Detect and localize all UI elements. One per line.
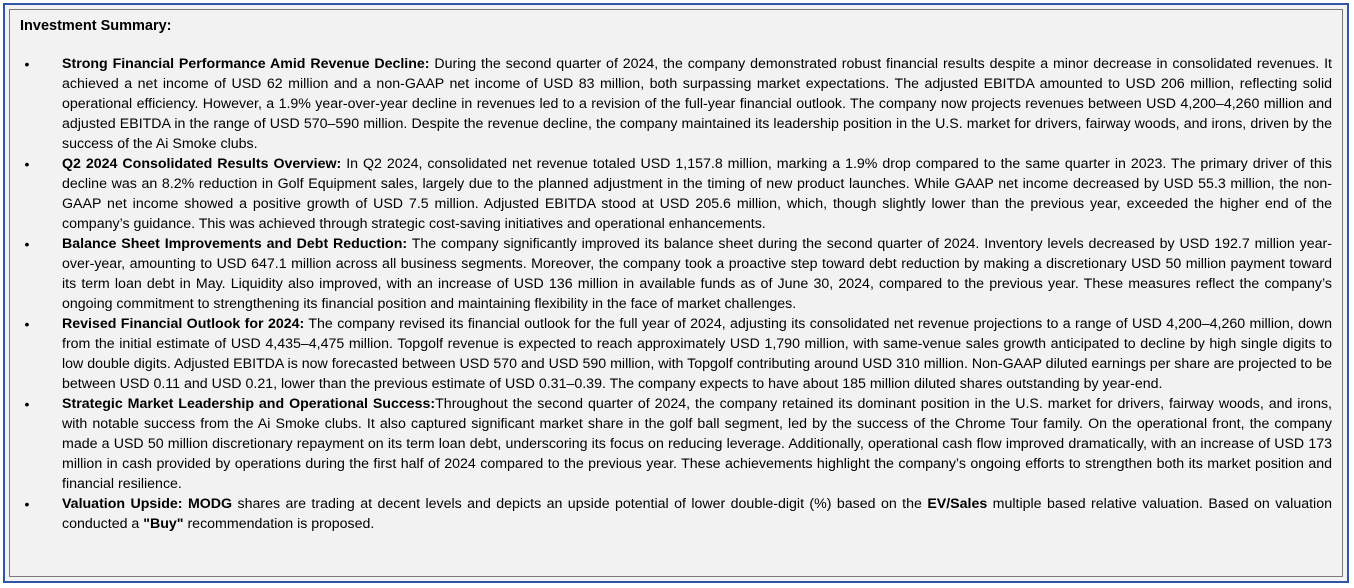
bullet-heading: Balance Sheet Improvements and Debt Reduction: bbox=[62, 236, 408, 252]
bullet-item-market-leadership bbox=[20, 394, 1332, 494]
bullet-heading: Strategic Market Leadership and Operational Success: bbox=[62, 396, 436, 412]
bullet-item-q2-results bbox=[20, 154, 1332, 234]
bullet-icon: • bbox=[24, 156, 30, 172]
summary-bullet-list bbox=[20, 54, 1332, 534]
bullet-text: In Q2 2024, consolidated net revenue totaled USD 1,157.8 million, marking a 1.9% drop compared to the same quarter in 2023. The primary driver of this decline was an 8.2% reduction in Golf Equipment sales, largely due to the planned adjustment in the timing of new product launches. While GAAP net income decreased by USD 55.3 million, the non-GAAP net income showed a positive growth of USD 7.5 million. Adjusted EBITDA stood at USD 205.6 million, which, though slightly lower than the previous year, exceeded the higher end of the company’s guidance. This was achieved through strategic cost-saving initiatives and operational enhancements. bbox=[62, 156, 1332, 232]
bullet-icon: • bbox=[24, 496, 30, 512]
bullet-heading: Q2 2024 Consolidated Results Overview: bbox=[62, 156, 342, 172]
bullet-item-financial-performance bbox=[20, 54, 1332, 154]
bullet-text: During the second quarter of 2024, the company demonstrated robust financial results despite a minor decrease in consolidated revenues. It achieved a net income of USD 62 million and a non-GAAP net income of USD 83 million, both surpassing market expectations. The adjusted EBITDA amounted to USD 206 million, reflecting solid operational efficiency. However, a 1.9% year-over-year decline in revenues led to a revision of the full-year financial outlook. The company now projects revenues between USD 4,200–4,260 million and adjusted EBITDA in the range of USD 570–590 million. Despite the revenue decline, the company maintained its leadership position in the U.S. market for drivers, fairway woods, and irons, driven by the success of the Ai Smoke clubs. bbox=[62, 56, 1332, 152]
bullet-text: recommendation is proposed. bbox=[183, 516, 375, 532]
summary-title: Investment Summary: bbox=[20, 18, 172, 34]
valuation-metric: EV/Sales bbox=[927, 496, 988, 512]
rating-label: "Buy" bbox=[143, 516, 184, 532]
bullet-text: The company significantly improved its balance sheet during the second quarter of 2024. Inventory levels decreased by USD 192.7 million year-over-year, amounting to USD 647.1 million across all business segments. Moreover, the company took a proactive step toward debt reduction by making a discretionary USD 50 million payment toward its term loan debt in May. Liquidity also improved, with an increase of USD 136 million in available funds as of June 30, 2024, compared to the previous year. These measures reflect the company’s ongoing commitment to strengthening its financial position and maintaining flexibility in the face of market challenges. bbox=[62, 236, 1332, 312]
bullet-heading: Revised Financial Outlook for 2024: bbox=[62, 316, 305, 332]
bullet-heading: Strong Financial Performance Amid Revenue Decline: bbox=[62, 56, 430, 72]
bullet-icon: • bbox=[24, 396, 30, 412]
bullet-item-balance-sheet bbox=[20, 234, 1332, 314]
summary-box-outer bbox=[3, 3, 1349, 583]
bullet-text: Throughout the second quarter of 2024, the company retained its dominant position in the U.S. market for drivers, fairway woods, and irons, with notable success from the Ai Smoke clubs. It also captured significant market share in the golf ball segment, led by the success of the Chrome Tour family. On the operational front, the company made a USD 50 million discretionary repayment on its term loan debt, underscoring its focus on reducing leverage. Additionally, operational cash flow improved dramatically, with an increase of USD 173 million in cash provided by operations during the first half of 2024 compared to the previous year. These achievements highlight the company’s ongoing efforts to strengthen both its market position and financial resilience. bbox=[62, 396, 1332, 492]
bullet-text: shares are trading at decent levels and depicts an upside potential of lower double-digit (%) based on the bbox=[232, 496, 928, 512]
bullet-icon: • bbox=[24, 236, 30, 252]
bullet-item-valuation bbox=[20, 494, 1332, 534]
bullet-text: multiple based relative valuation. Based on valuation conducted a bbox=[62, 496, 1332, 532]
ticker-symbol: MODG bbox=[187, 496, 233, 512]
summary-box bbox=[9, 9, 1343, 577]
bullet-icon: • bbox=[24, 56, 30, 72]
bullet-icon: • bbox=[24, 316, 30, 332]
bullet-heading: Valuation Upside: bbox=[62, 496, 183, 512]
bullet-item-revised-outlook bbox=[20, 314, 1332, 394]
bullet-text: The company revised its financial outlook for the full year of 2024, adjusting its consolidated net revenue projections to a range of USD 4,200–4,260 million, down from the initial estimate of USD 4,435–4,475 million. Topgolf revenue is expected to reach approximately USD 1,790 million, with same-venue sales growth anticipated to decline by high single digits to low double digits. Adjusted EBITDA is now forecasted between USD 570 and USD 590 million, with Topgolf contributing around USD 310 million. Non-GAAP diluted earnings per share are projected to be between USD 0.11 and USD 0.21, lower than the previous estimate of USD 0.31–0.39. The company expects to have about 185 million diluted shares outstanding by year-end. bbox=[62, 316, 1333, 392]
